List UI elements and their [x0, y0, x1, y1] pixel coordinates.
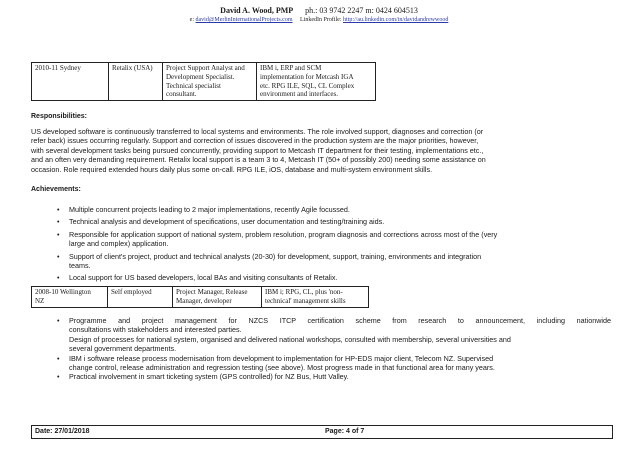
achievements-heading: Achievements: — [31, 186, 81, 193]
job-role: Project Support Analyst and Development Specialist. Technical specialist consultant. — [163, 63, 257, 101]
list-item: • Practical involvement in smart ticketing system (GPS controlled) for NZ Bus, Hutt Valley. — [57, 372, 349, 382]
job-employer: Retalix (USA) — [109, 63, 163, 101]
list-item: • Programme and project management for NZCS ITCP certification scheme from research to announcement, including nationwide consultations with stakeholders and interested parties. Design of processes for national system, organised and delivered national workshops, consulted with membership, several universities and several government departments. — [57, 316, 611, 354]
job-period: 2008-10 Wellington NZ — [32, 287, 108, 308]
document-header — [0, 6, 638, 25]
list-item: • IBM i software release process modernisation from development to implementation for HP-EDS major client, Telecom NZ. Supervised change control, release administration and regression testing (see above). Most progress made in that functional area for many years. — [57, 353, 495, 373]
bullet-icon: • — [57, 316, 60, 325]
job-table-retalix — [31, 62, 376, 101]
responsibilities-heading: Responsibilities: — [31, 113, 88, 120]
footer-page-number: Page: 4 of 7 — [325, 427, 365, 435]
list-item: • Technical analysis and development of specifications, user documentation and testing/training aids. — [57, 217, 385, 227]
job-technology: IBM i, ERP and SCM implementation for Metcash IGA etc. RPG ILE, SQL, CL Complex environment and interfaces. — [257, 63, 376, 101]
linkedin-link[interactable]: http://au.linkedin.com/in/davidandrewwood — [343, 17, 449, 23]
linkedin-prefix: LinkedIn Profile: — [300, 17, 342, 23]
table-row — [32, 287, 369, 308]
header-links-line — [0, 16, 638, 25]
bullet-icon: • — [57, 372, 60, 382]
bullet-icon: • — [57, 353, 60, 363]
job2-details-list — [31, 316, 611, 382]
bullet-icon: • — [57, 217, 60, 227]
list-item: • Responsible for application support of national system, problem resolution, program diagnosis and corrections across most of the (very large and complex) application. — [57, 229, 498, 249]
page-footer — [31, 425, 613, 439]
list-item: • Multiple concurrent projects leading to 2 major implementations, recently Agile focussed. — [57, 205, 350, 214]
job-employer: Self employed — [108, 287, 173, 308]
responsibilities-paragraph: US developed software is continuously transferred to local systems and environments. The role involved support, diagnoses and correction (or refer back) issues occurring regularly. Support and correction of issues discovered in the production system are the major priorities, however, with several development tasks being pursued concurrently, providing support to Metcash IT department for their testing, implementations etc., and an often very demanding requirement. Retalix local support is a team 3 to 4, Metcash IT (50+ of possibly 200) needing some assistance on occasion. Role required extended hours daily plus some on-call. RPG ILE, iOS, database and multi-system environment skills. — [31, 127, 486, 174]
phone-numbers: ph.: 03 9742 2247 m: 0424 604513 — [305, 6, 418, 15]
footer-date: Date: 27/01/2018 — [35, 427, 90, 435]
bullet-icon: • — [57, 273, 60, 283]
author-name: David A. Wood, PMP — [220, 6, 294, 15]
bullet-icon: • — [57, 251, 60, 261]
job-role: Project Manager, Release Manager, developer — [173, 287, 262, 308]
email-prefix: e: — [189, 17, 194, 23]
bullet-icon: • — [57, 205, 60, 214]
table-row — [32, 63, 376, 101]
job-table-self-employed — [31, 286, 369, 308]
job-technology: IBM i; RPG, CL, plus 'non- technical' management skills — [262, 287, 369, 308]
header-contact-line — [0, 6, 638, 16]
email-link[interactable]: david@MerlinInternationalProjects.com — [195, 17, 293, 23]
achievements-list — [31, 205, 611, 283]
job-period: 2010-11 Sydney — [32, 63, 109, 101]
bullet-icon: • — [57, 229, 60, 239]
list-item: • Support of client's project, product and technical analysts (20-30) for development, support, training, environments and integration teams. — [57, 251, 482, 271]
list-item: • Local support for US based developers, local BAs and visiting consultants of Retalix. — [57, 273, 338, 283]
